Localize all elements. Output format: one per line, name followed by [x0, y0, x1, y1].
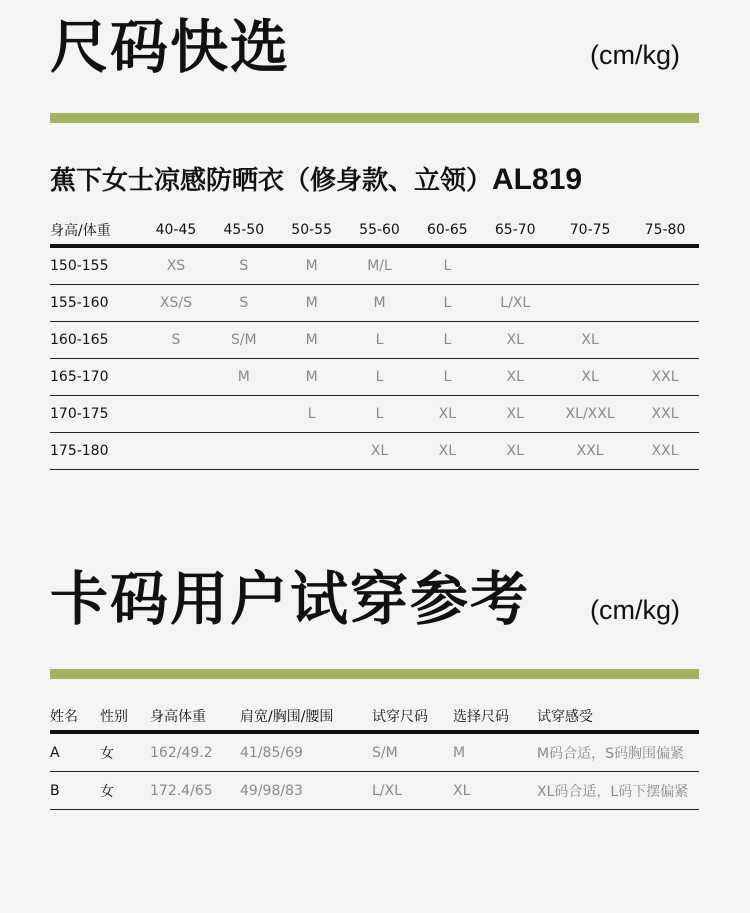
height-range-cell: 155-160 — [50, 285, 142, 322]
size-cell — [142, 359, 210, 396]
fit-reference-cell: L/XL — [372, 772, 453, 810]
size-cell: XL — [346, 433, 414, 470]
table-row — [50, 732, 699, 772]
size-cell: XL — [413, 433, 481, 470]
fit-reference-header-cell: 肩宽/胸围/腰围 — [240, 702, 372, 732]
table-row — [50, 433, 699, 470]
size-cell — [631, 322, 699, 359]
size-chart-header-cell: 75-80 — [631, 216, 699, 246]
size-cell: L — [278, 396, 346, 433]
fit-reference-unit: (cm/kg) — [590, 595, 680, 625]
table-row — [50, 359, 699, 396]
size-cell: M — [278, 359, 346, 396]
size-cell: XL — [481, 359, 549, 396]
size-chart-header-cell: 55-60 — [346, 216, 414, 246]
product-name — [50, 160, 582, 197]
size-guide-unit: (cm/kg) — [590, 40, 680, 70]
size-chart-header-cell: 40-45 — [142, 216, 210, 246]
fit-reference-cell: 49/98/83 — [240, 772, 372, 810]
fit-reference-header-cell: 姓名 — [50, 702, 100, 732]
size-cell: L — [346, 396, 414, 433]
size-chart-header-cell: 45-50 — [210, 216, 278, 246]
size-cell: XL — [481, 396, 549, 433]
fit-reference-table — [50, 702, 699, 810]
accent-divider-2 — [50, 669, 699, 679]
height-range-cell: 175-180 — [50, 433, 142, 470]
size-chart-header-row — [50, 216, 699, 246]
fit-reference-cell: XL码合适，L码下摆偏紧 — [537, 772, 699, 810]
size-cell: S — [210, 285, 278, 322]
size-cell — [549, 285, 631, 322]
fit-reference-cell: 女 — [100, 732, 150, 772]
size-chart-header-cell: 70-75 — [549, 216, 631, 246]
size-cell: M — [346, 285, 414, 322]
size-chart-header-cell: 65-70 — [481, 216, 549, 246]
fit-reference-cell: 41/85/69 — [240, 732, 372, 772]
size-cell: XL — [549, 322, 631, 359]
height-range-cell: 160-165 — [50, 322, 142, 359]
size-cell: L — [413, 246, 481, 285]
size-cell: L — [413, 359, 481, 396]
accent-divider — [50, 113, 699, 123]
size-chart-header-cell: 60-65 — [413, 216, 481, 246]
size-cell: XXL — [549, 433, 631, 470]
size-cell: XL — [413, 396, 481, 433]
table-row — [50, 322, 699, 359]
size-cell: S — [210, 246, 278, 285]
size-cell: M — [278, 285, 346, 322]
size-cell: L — [346, 359, 414, 396]
table-row — [50, 396, 699, 433]
size-chart-header-cell: 身高/体重 — [50, 216, 142, 246]
size-cell — [631, 285, 699, 322]
height-range-cell: 170-175 — [50, 396, 142, 433]
fit-reference-title: 卡码用户试穿参考 — [50, 565, 531, 633]
size-guide-title: 尺码快选 — [50, 13, 291, 81]
size-cell: XL — [481, 433, 549, 470]
size-cell: XXL — [631, 433, 699, 470]
fit-reference-header-cell: 试穿尺码 — [372, 702, 453, 732]
size-cell: M — [278, 322, 346, 359]
table-row — [50, 285, 699, 322]
size-cell: XXL — [631, 359, 699, 396]
fit-reference-cell: 172.4/65 — [150, 772, 240, 810]
size-cell — [278, 433, 346, 470]
product-name-text: 蕉下女士凉感防晒衣（修身款、立领） — [50, 166, 493, 196]
size-chart-header-cell: 50-55 — [278, 216, 346, 246]
size-cell: S/M — [210, 322, 278, 359]
size-cell — [142, 433, 210, 470]
size-cell: XS/S — [142, 285, 210, 322]
size-cell: S — [142, 322, 210, 359]
size-cell: L — [346, 322, 414, 359]
size-cell: L — [413, 285, 481, 322]
fit-reference-header-cell: 身高体重 — [150, 702, 240, 732]
size-cell — [142, 396, 210, 433]
fit-reference-header-cell: 试穿感受 — [537, 702, 699, 732]
fit-reference-cell: 162/49.2 — [150, 732, 240, 772]
size-cell: M/L — [346, 246, 414, 285]
table-row — [50, 246, 699, 285]
size-cell: XL — [481, 322, 549, 359]
size-cell — [481, 246, 549, 285]
fit-reference-cell: A — [50, 732, 100, 772]
size-cell: M — [278, 246, 346, 285]
fit-reference-cell: M码合适，S码胸围偏紧 — [537, 732, 699, 772]
product-code: AL819 — [492, 163, 583, 196]
size-cell: L/XL — [481, 285, 549, 322]
fit-reference-header-row — [50, 702, 699, 732]
fit-reference-cell: B — [50, 772, 100, 810]
fit-reference-cell: M — [453, 732, 537, 772]
size-cell — [631, 246, 699, 285]
fit-reference-header-cell: 选择尺码 — [453, 702, 537, 732]
fit-reference-cell: XL — [453, 772, 537, 810]
size-cell: L — [413, 322, 481, 359]
height-range-cell: 165-170 — [50, 359, 142, 396]
height-range-cell: 150-155 — [50, 246, 142, 285]
table-row — [50, 772, 699, 810]
size-cell — [549, 246, 631, 285]
size-cell — [210, 396, 278, 433]
size-chart-table — [50, 216, 699, 470]
fit-reference-cell: S/M — [372, 732, 453, 772]
size-cell — [210, 433, 278, 470]
size-cell: XXL — [631, 396, 699, 433]
size-cell: XL/XXL — [549, 396, 631, 433]
size-cell: XS — [142, 246, 210, 285]
fit-reference-header-cell: 性别 — [100, 702, 150, 732]
size-cell: M — [210, 359, 278, 396]
size-cell: XL — [549, 359, 631, 396]
fit-reference-cell: 女 — [100, 772, 150, 810]
